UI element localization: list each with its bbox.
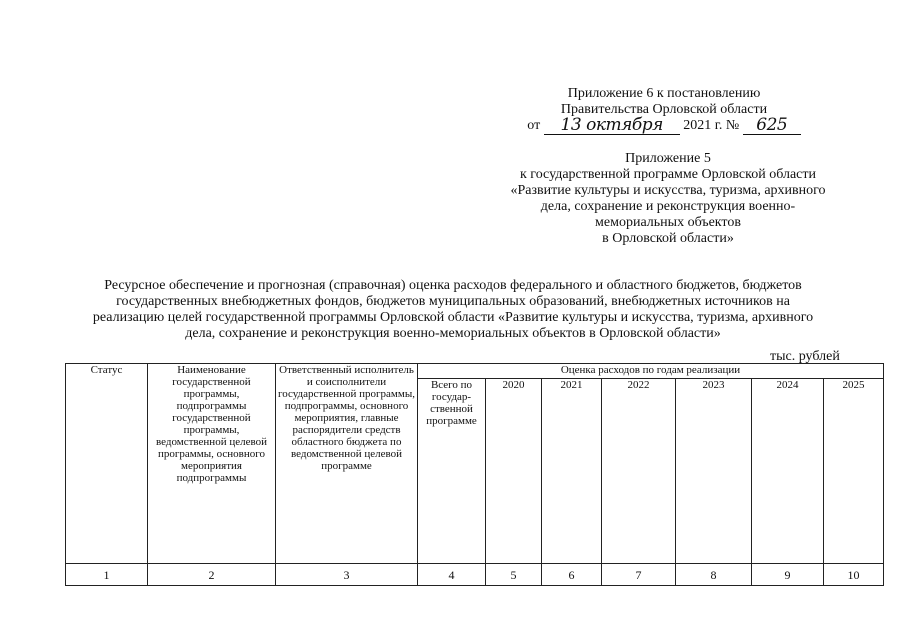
header-program-name: Наименование государственной программы, подпрограммы государственной программы, ведомственной целевой программы, основного мероприятия подпрограммы: [148, 364, 276, 564]
table-header-row: [66, 364, 884, 379]
appendix-6-line-2: Правительства Орловской области: [560, 102, 768, 117]
header-total: Всего по государ-ственной программе: [418, 379, 486, 564]
appendix-5-line: Приложение 5: [625, 151, 711, 166]
title-line: реализацию целей государственной программы Орловской области «Развитие культуры и искусства, туризма, архивного: [92, 310, 814, 325]
header-expense-estimate: Оценка расходов по годам реализации: [418, 364, 884, 379]
document-title: [50, 278, 856, 342]
header-executor: Ответственный исполнитель и соисполнители государственной программы, подпрограммы, основного мероприятия, главные распорядители средств областного бюджета по ведомственной целевой программе: [276, 364, 418, 564]
handwritten-date: 13 октября: [544, 118, 680, 135]
date-suffix: 2021 г. №: [683, 118, 740, 133]
appendix-6-header: [498, 86, 830, 135]
column-number: 4: [418, 564, 486, 586]
column-number: 8: [676, 564, 752, 586]
column-number: 2: [148, 564, 276, 586]
column-number: 10: [824, 564, 884, 586]
header-year: 2022: [602, 379, 676, 564]
header-status: Статус: [66, 364, 148, 564]
appendix-5-line: в Орловской области»: [602, 231, 734, 246]
date-prefix: от: [527, 118, 541, 133]
column-number: 5: [486, 564, 542, 586]
column-number: 9: [752, 564, 824, 586]
header-year: 2025: [824, 379, 884, 564]
header-year: 2021: [542, 379, 602, 564]
header-year: 2024: [752, 379, 824, 564]
expenses-table: [65, 363, 884, 586]
appendix-5-line: дела, сохранение и реконструкция военно-: [540, 199, 796, 214]
title-line: дела, сохранение и реконструкция военно-мемориальных объектов в Орловской области»: [185, 326, 721, 341]
header-year: 2020: [486, 379, 542, 564]
column-number: 1: [66, 564, 148, 586]
appendix-5-line: мемориальных объектов: [595, 215, 741, 230]
appendix-5-line: к государственной программе Орловской области: [520, 167, 816, 182]
title-line: государственных внебюджетных фондов, бюджетов муниципальных образований, внебюджетных источников на: [116, 294, 790, 309]
appendix-6-line-1: Приложение 6 к постановлению: [567, 86, 761, 101]
title-line: Ресурсное обеспечение и прогнозная (справочная) оценка расходов федерального и областного бюджетов, бюджетов: [104, 278, 802, 293]
decree-date-line: [498, 115, 830, 135]
column-number: 3: [276, 564, 418, 586]
column-number: 7: [602, 564, 676, 586]
handwritten-decree-number: 625: [743, 118, 801, 135]
column-number: 6: [542, 564, 602, 586]
units-label: тыс. рублей: [770, 349, 840, 364]
header-year: 2023: [676, 379, 752, 564]
appendix-5-line: «Развитие культуры и искусства, туризма, архивного: [510, 183, 826, 198]
appendix-5-header: [478, 151, 858, 247]
column-numbers-row: [66, 564, 884, 586]
